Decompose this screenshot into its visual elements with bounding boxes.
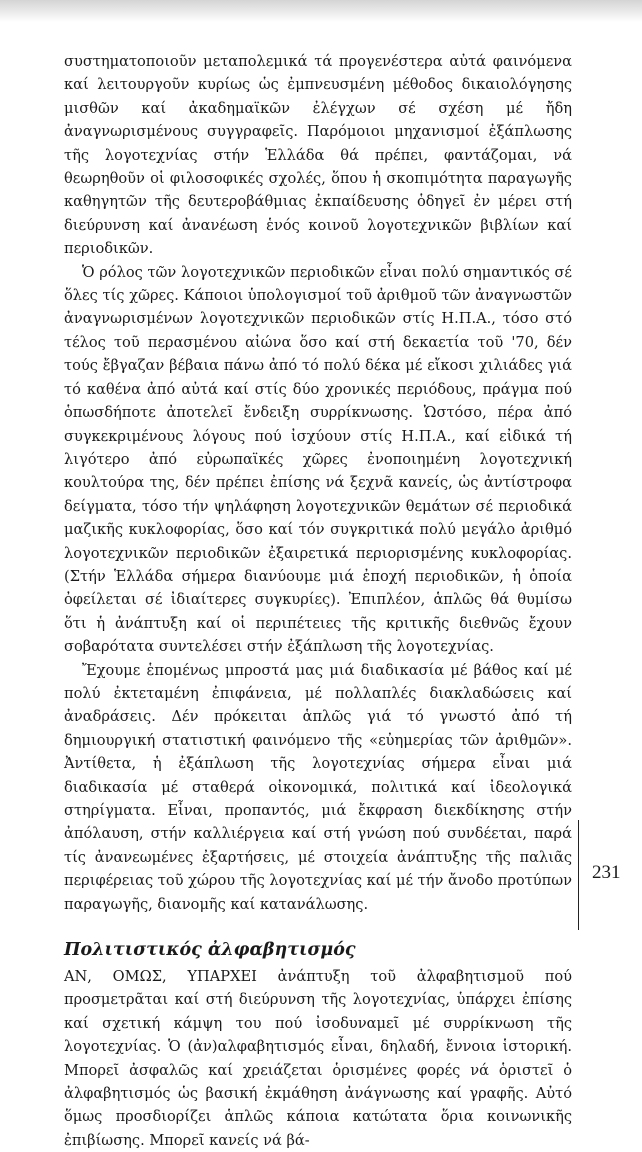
- page-number-rule: [578, 820, 579, 930]
- body-paragraph-1: συστηματοποιοῦν μεταπολεμικά τά προγενέστερα αὐτά φαινόμενα καί λειτουργοῦν κυρίως ὡς ἐμπνευσμένη μέθοδος δικαιολόγησης μισθῶν καί ἀκαδημαϊκῶν ἐλέγχων σέ σχέση μέ ἤδη ἀναγνωρισμένους συγγραφεῖς. Παρόμοιοι μηχανισμοί ἐξάπλωσης τῆς λογοτεχνίας στήν Ἑλλάδα θά πρέπει, φαντάζομαι, νά θεωρηθοῦν οἱ φιλοσοφικές σχολές, ὅπου ἡ σκοπιμότητα παραγωγῆς καθηγητῶν τῆς δευτεροβάθμιας ἐκπαίδευσης ὁδηγεῖ ἐν μέρει στή διεύρυνση καί ἀνανέωση ἑνός κοινοῦ λογοτεχνικῶν βιβλίων καί περιοδικῶν.: [64, 53, 572, 258]
- page-number: 231: [592, 862, 621, 883]
- body-paragraph-2: Ὁ ρόλος τῶν λογοτεχνικῶν περιοδικῶν εἶναι πολύ σημαντικός σέ ὅλες τίς χῶρες. Κάποιοι ὑπολογισμοί τοῦ ἀριθμοῦ τῶν ἀναγνωστῶν ἀναγνωρισμένων λογοτεχνικῶν περιοδικῶν στίς Η.Π.Α., τόσο στό τέλος τοῦ περασμένου αἰώνα ὅσο καί στή δεκαετία τοῦ '70, δέν τούς ἔβγαζαν βέβαια πάνω ἀπό τό πολύ δέκα μέ εἴκοσι χιλιάδες γιά τό καθένα ἀπό αὐτά καί στίς δύο χρονικές περιόδους, πράγμα πού ὁπωσδήποτε ἀποτελεῖ ἔνδειξη συρρίκνωσης. Ὡστόσο, πέρα ἀπό συγκεκριμένους λόγους πού ἰσχύουν στίς Η.Π.Α., καί εἰδικά τή λιγότερο ἀπό εὐρωπαϊκές χῶρες ἐνοποιημένη λογοτεχνική κουλτούρα της, δέν πρέπει ἐπίσης νά ξεχνᾶ κανείς, ὡς ἀντίστροφα δείγματα, τόσο τήν ψηλάφηση λογοτεχνικῶν θεμάτων σέ περιοδικά μαζικῆς κυκλοφορίας, ὅσο καί τόν συγκριτικά πολύ μεγάλο ἀριθμό λογοτεχνικῶν περιοδικῶν ἐξαιρετικά περιορισμένης κυκλοφορίας. (Στήν Ἑλλάδα σήμερα διανύουμε μιά ἐποχή περιοδικῶν, ἡ ὁποία ὀφείλεται σέ ἰδιαίτερες συγκυρίες). Ἐπιπλέον, ἁπλῶς θά θυμίσω ὅτι ἡ ἀνάπτυξη καί οἱ περιπέτειες τῆς κριτικῆς διεθνῶς ἔχουν σοβαρότατα συντελέσει στήν ἐξάπλωση τῆς λογοτεχνίας.: [64, 263, 572, 656]
- scan-top-edge: [0, 0, 642, 22]
- section-paragraph: ΑΝ, ΟΜΩΣ, ΥΠΑΡΧΕΙ ἀνάπτυξη τοῦ ἀλφαβητισμοῦ πού προσμετρᾶται καί στή διεύρυνση τῆς λογοτεχνίας, ὑπάρχει ἐπίσης καί σχετική κάμψη του πού ἰσοδυναμεῖ μέ συρρίκνωση τῆς λογοτεχνίας. Ὁ (ἀν)αλφαβητισμός εἶναι, δηλαδή, ἔννοια ἱστορική. Μπορεῖ ἀσφαλῶς καί χρειάζεται ὁρισμένες φορές νά ὁριστεῖ ὁ ἀλφαβητισμός ὡς βασική ἐκμάθηση ἀνάγνωσης καί γραφῆς. Αὐτό ὅμως προσδιορίζει ἁπλῶς κάποια κατώτατα ὅρια κοινωνικῆς ἐπιβίωσης. Μπορεῖ κανείς νά βά-: [64, 968, 572, 1149]
- page-text-block: [64, 50, 572, 1152]
- section-heading: Πολιτιστικός ἀλφαβητισμός: [64, 940, 356, 961]
- body-paragraph-3: Ἔχουμε ἑπομένως μπροστά μας μιά διαδικασία μέ βάθος καί μέ πολύ ἐκτεταμένη ἐπιφάνεια, μέ πολλαπλές διακλαδώσεις καί ἀναδράσεις. Δέν πρόκειται ἁπλῶς γιά τό γνωστό ἀπό τή δημιουργική στατιστική φαινόμενο τῆς «εὐημερίας τῶν ἀριθμῶν». Ἀντίθετα, ἡ ἐξάπλωση τῆς λογοτεχνίας σήμερα εἶναι μιά διαδικασία μέ σταθερά οἰκονομικά, πολιτικά καί ἰδεολογικά στηρίγματα. Εἶναι, προπαντός, μιά ἔκφραση διεκδίκησης στήν ἀπόλαυση, στήν καλλιέργεια καί στή γνώση πού συνδέεται, παρά τίς ἀνανεωμένες ἐξαρτήσεις, μέ στοιχεία ἀνάπτυξης τῆς παλιᾶς περιφέρειας τοῦ χώρου τῆς λογοτεχνίας καί μέ τήν ἄνοδο προτύπων παραγωγῆς, διανομῆς καί κατανάλωσης.: [64, 661, 573, 913]
